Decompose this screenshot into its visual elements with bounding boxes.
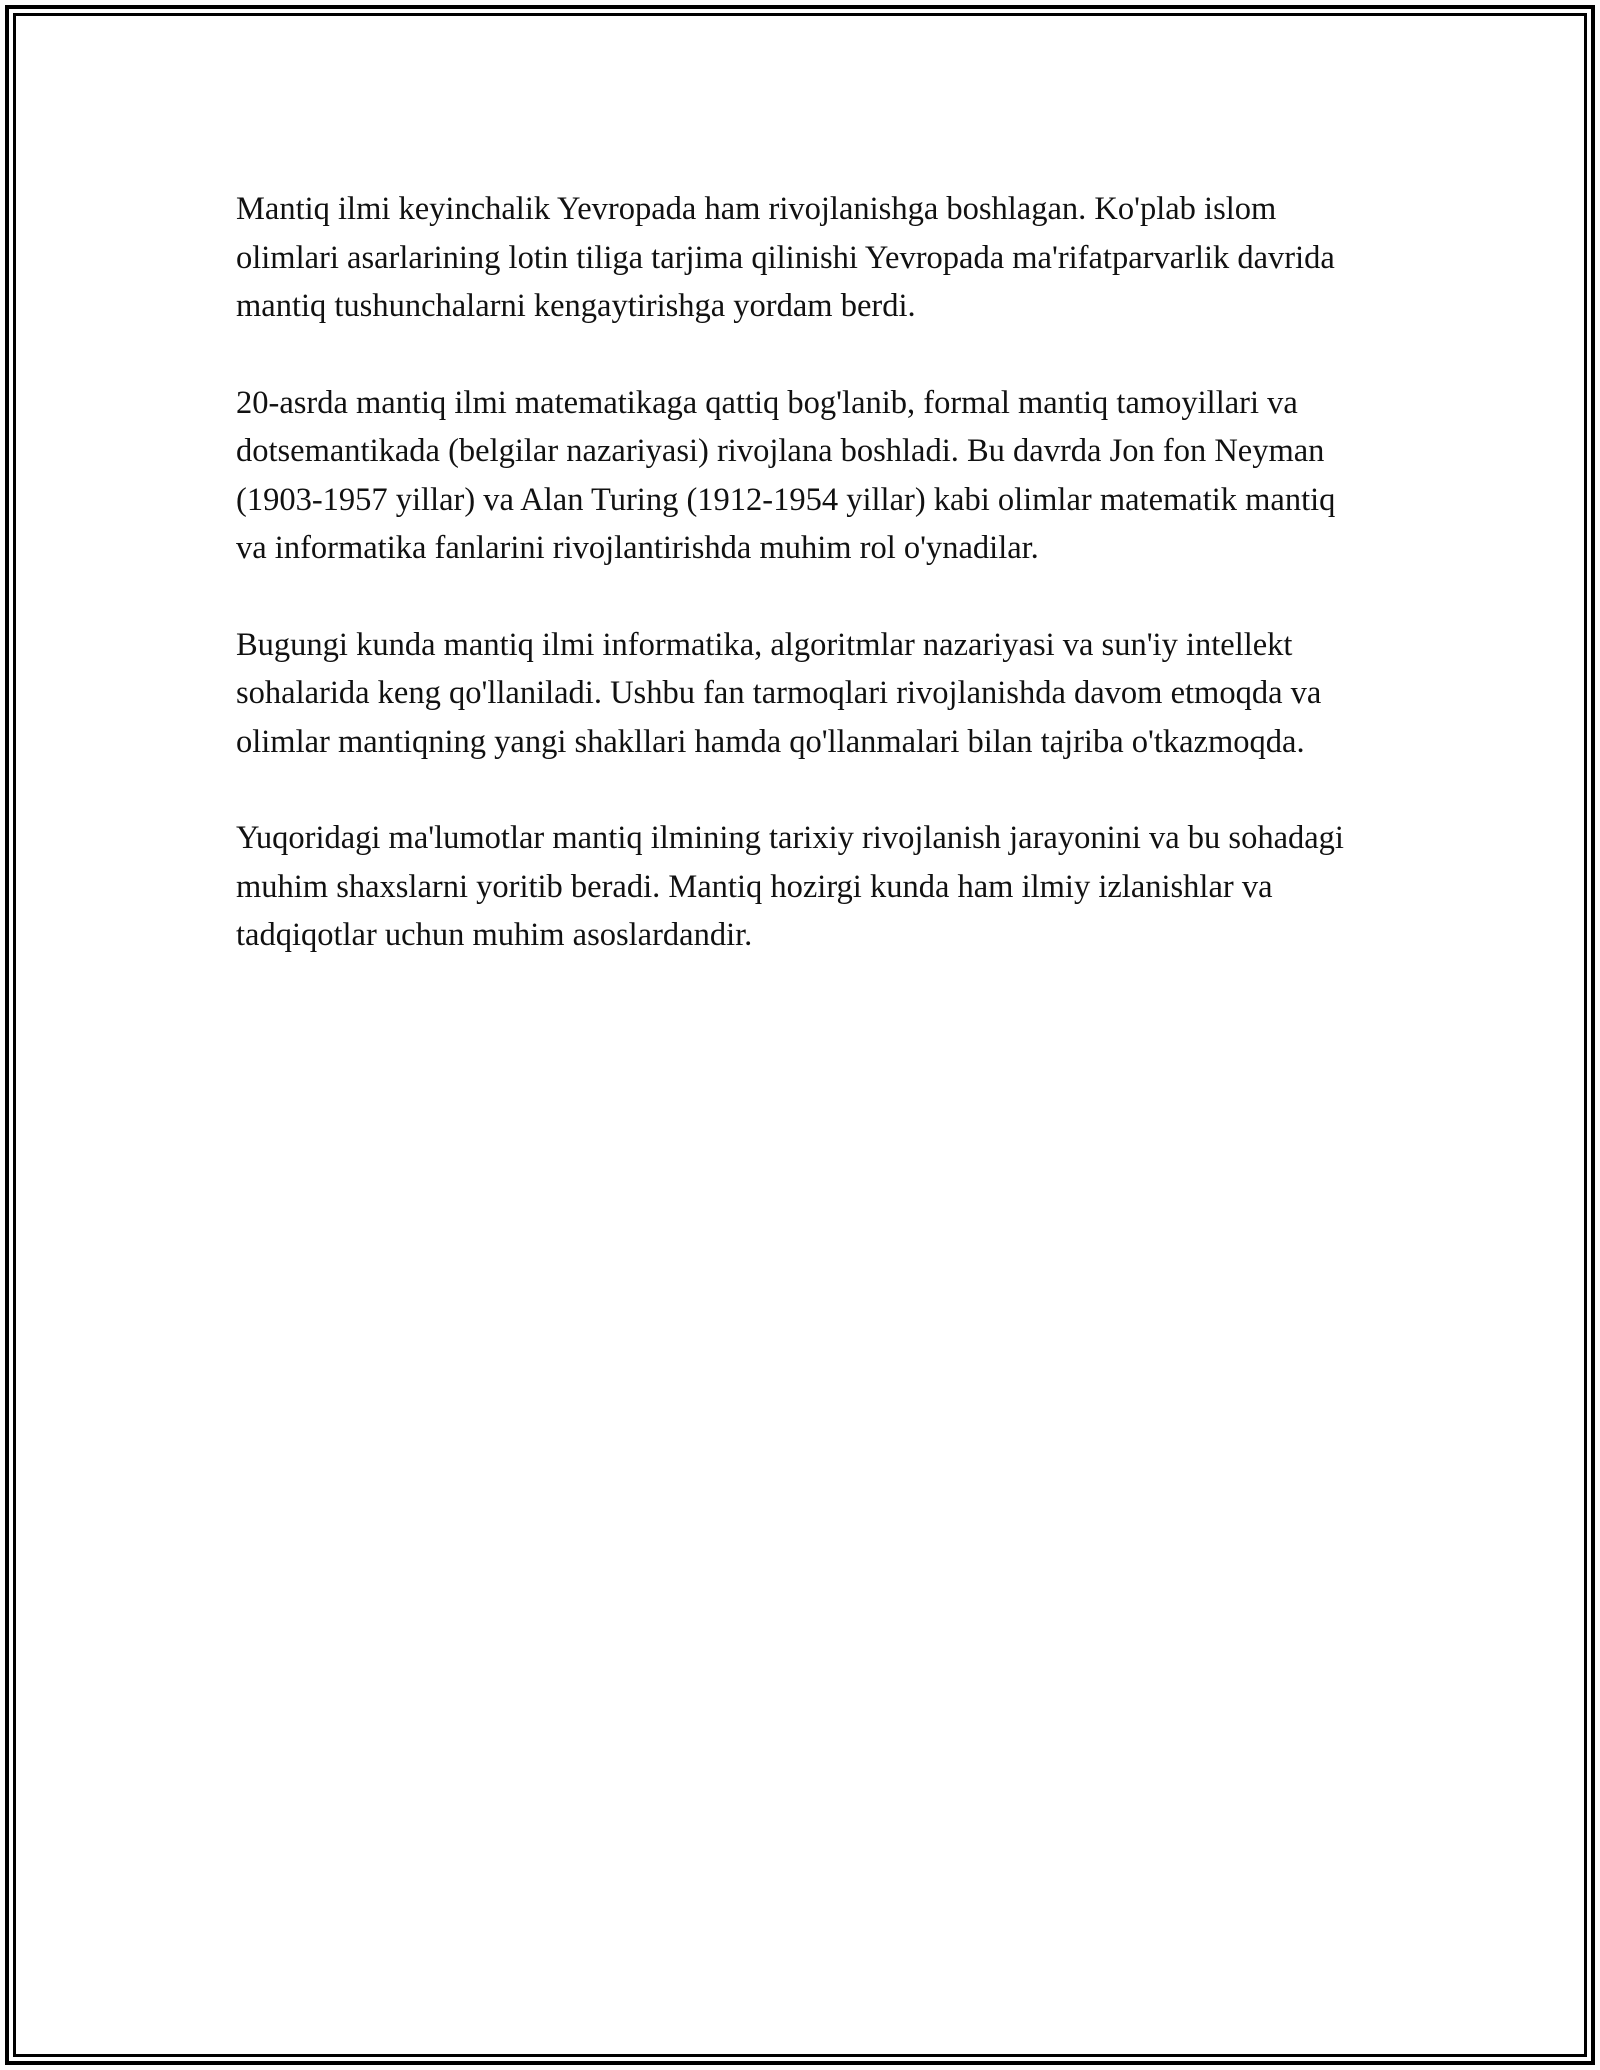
paragraph-20th-century: 20-asrda mantiq ilmi matematikaga qattiq bog'lanib, formal mantiq tamoyillari va dotsemantikada (belgilar nazariyasi) rivojlana boshladi. Bu davrda Jon fon Neyman (1903-1957 yillar) va Alan Turing (1912-1954 yillar) kabi olimlar matematik mantiq va informatika fanlarini rivojlantirishda muhim rol o'ynadilar. bbox=[236, 384, 1336, 566]
paragraph-europe: Mantiq ilmi keyinchalik Yevropada ham rivojlanishga boshlagan. Ko'plab islom olimlari asarlarining lotin tiliga tarjima qilinishi Yevropada ma'rifatparvarlik davrida mantiq tushunchalarni kengaytirishga yordam berdi. bbox=[236, 191, 1335, 324]
document-body bbox=[236, 185, 1366, 1008]
paragraph-today: Bugungi kunda mantiq ilmi informatika, algoritmlar nazariyasi va sun'iy intellekt sohalarida keng qo'llaniladi. Ushbu fan tarmoqlari rivojlanishda davom etmoqda va olimlar mantiqning yangi shakllari hamda qo'llanmalari bilan tajriba o'tkazmoqda. bbox=[236, 626, 1322, 760]
paragraph-conclusion: Yuqoridagi ma'lumotlar mantiq ilmining tarixiy rivojlanish jarayonini va bu sohadagi muhim shaxslarni yoritib beradi. Mantiq hozirgi kunda ham ilmiy izlanishlar va tadqiqotlar uchun muhim asoslardandir. bbox=[236, 820, 1344, 953]
